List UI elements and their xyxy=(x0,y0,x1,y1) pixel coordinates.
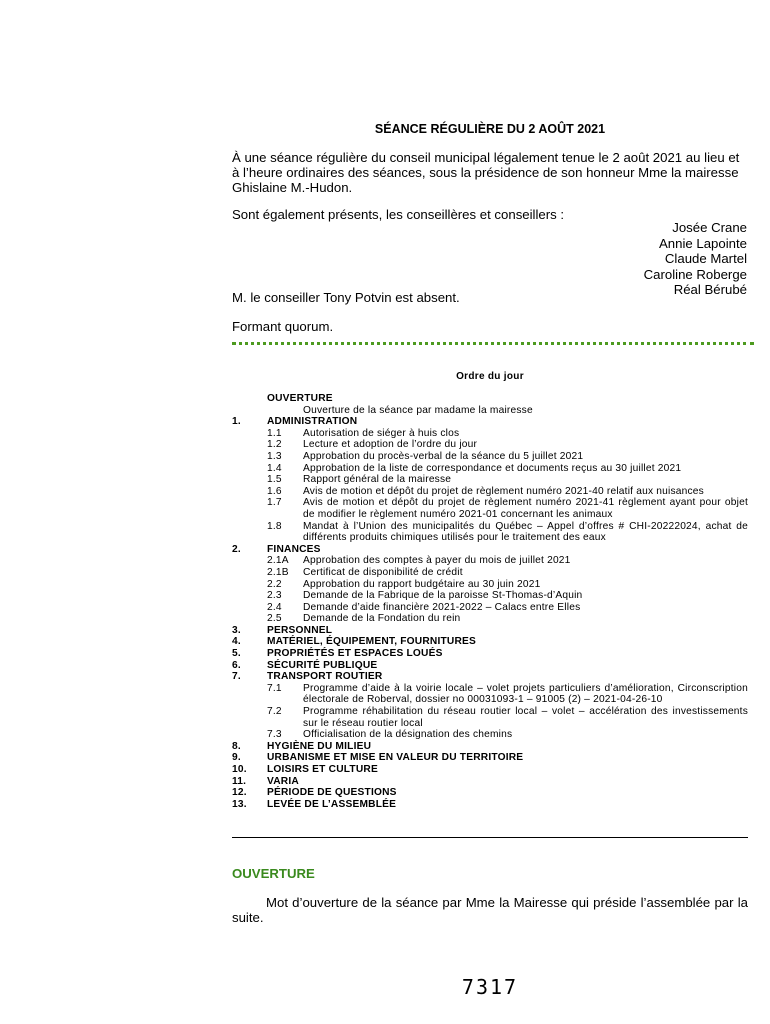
ouverture-heading: OUVERTURE xyxy=(232,866,315,881)
agenda-section-number: 7. xyxy=(232,671,241,683)
agenda-item-text: Approbation de la liste de correspondance et documents reçus au 30 juillet 2021 xyxy=(303,462,682,474)
agenda-section xyxy=(232,636,748,648)
agenda-section-label: VARIA xyxy=(267,775,299,787)
agenda-item-number: 1.5 xyxy=(267,474,282,486)
agenda-item-number: 2.1B xyxy=(267,566,289,578)
councillor-name: Réal Bérubé xyxy=(673,282,747,298)
agenda-section-number: 13. xyxy=(232,798,247,810)
agenda-item xyxy=(232,602,748,614)
agenda-item-number: 1.4 xyxy=(267,462,282,474)
agenda-item-number: 1.6 xyxy=(267,485,282,497)
agenda-item xyxy=(232,451,748,463)
agenda-item xyxy=(232,497,748,520)
councillor-name: Caroline Roberge xyxy=(643,266,747,282)
agenda-item xyxy=(232,555,748,567)
page-title: SÉANCE RÉGULIÈRE DU 2 AOÛT 2021 xyxy=(374,122,606,136)
agenda-section-number: 3. xyxy=(232,624,241,636)
presents-label: Sont également présents, les conseillères et conseillers : xyxy=(232,207,565,222)
agenda-item xyxy=(232,428,748,440)
agenda-section-label: LOISIRS ET CULTURE xyxy=(267,764,378,775)
agenda-item-number: 1.7 xyxy=(267,497,282,509)
agenda-item-number: 7.2 xyxy=(267,706,282,718)
agenda-item xyxy=(232,613,748,625)
agenda-item-text: Demande de la Fabrique de la paroisse St-Thomas-d’Aquin xyxy=(303,590,583,602)
agenda-item xyxy=(232,706,748,729)
agenda-section-number: 9. xyxy=(232,752,241,764)
agenda-section-label: TRANSPORT ROUTIER xyxy=(267,671,383,683)
agenda-section xyxy=(232,544,748,556)
agenda-item-number: 1.1 xyxy=(267,427,282,439)
agenda-section xyxy=(232,752,748,764)
agenda-section-label: ADMINISTRATION xyxy=(267,416,358,428)
agenda-item-text: Certificat de disponibilité de crédit xyxy=(303,566,463,578)
agenda-item-number: 7.3 xyxy=(267,729,282,741)
agenda-bottom-rule xyxy=(232,837,748,838)
agenda-section-number: 8. xyxy=(232,740,241,752)
agenda-item-number: 7.1 xyxy=(267,682,282,694)
agenda-item xyxy=(232,567,748,579)
agenda-item-text: Programme réhabilitation du réseau routier local – volet – accélération des investissements sur le réseau routier local xyxy=(303,706,748,729)
agenda-section xyxy=(232,764,748,776)
agenda-item-number: 2.3 xyxy=(267,590,282,602)
agenda-section-number: 2. xyxy=(232,543,241,555)
agenda-section xyxy=(232,625,748,637)
agenda-section-label: LEVÉE DE L’ASSEMBLÉE xyxy=(267,798,397,810)
agenda-opening-item: Ouverture de la séance par madame la mairesse xyxy=(303,404,533,416)
agenda-section xyxy=(232,799,748,811)
agenda-section-label: URBANISME ET MISE EN VALEUR DU TERRITOIRE xyxy=(267,752,524,764)
agenda-item-text: Lecture et adoption de l’ordre du jour xyxy=(303,439,478,451)
agenda-section xyxy=(232,741,748,753)
agenda-item-number: 2.4 xyxy=(267,601,282,613)
agenda-item-text: Approbation des comptes à payer du mois de juillet 2021 xyxy=(303,555,571,567)
agenda-item-number: 1.2 xyxy=(267,439,282,451)
agenda-item-text: Programme d’aide à la voirie locale – volet projets particuliers d’amélioration, Circonscription électorale de Roberval, dossier no 00031093-1 – 91005 (2) – 2021-04-26-10 xyxy=(303,682,748,706)
agenda-item-number: 2.2 xyxy=(267,578,282,590)
agenda-section xyxy=(232,648,748,660)
agenda-list xyxy=(232,393,748,810)
agenda-opening-label: OUVERTURE xyxy=(267,393,333,404)
agenda-item xyxy=(232,486,748,498)
agenda-item xyxy=(232,439,748,451)
agenda-section-label: SÉCURITÉ PUBLIQUE xyxy=(267,659,378,671)
agenda-item-text: Officialisation de la désignation des chemins xyxy=(303,729,513,741)
agenda-item xyxy=(232,521,748,544)
ouverture-paragraph: Mot d’ouverture de la séance par Mme la Mairesse qui préside l’assemblée par la suite. xyxy=(232,895,748,925)
agenda-section xyxy=(232,660,748,672)
councillor-name: Josée Crane xyxy=(672,220,747,235)
agenda-item-text: Avis de motion et dépôt du projet de règlement numéro 2021-40 relatif aux nuisances xyxy=(303,485,704,497)
agenda-item-text: Avis de motion et dépôt du projet de règlement numéro 2021-41 règlement ayant pour objet de modifier le règlement numéro 2021-01 concernant les animaux xyxy=(303,497,748,520)
agenda-section-number: 6. xyxy=(232,659,241,671)
councillor-name: Claude Martel xyxy=(664,251,747,267)
agenda-section-label: HYGIÈNE DU MILIEU xyxy=(267,740,372,752)
page-number: 7317 xyxy=(461,975,519,999)
agenda-item-text: Demande d’aide financière 2021-2022 – Calacs entre Elles xyxy=(303,601,581,613)
dotted-separator xyxy=(232,342,754,345)
quorum-note: Formant quorum. xyxy=(232,319,334,334)
councillor-name: Annie Lapointe xyxy=(659,235,747,251)
agenda-item-number: 1.3 xyxy=(267,450,282,462)
councillors-list xyxy=(644,220,747,298)
agenda-section-number: 10. xyxy=(232,764,247,775)
agenda-item-text: Approbation du rapport budgétaire au 30 juin 2021 xyxy=(303,578,541,590)
agenda-section-number: 1. xyxy=(232,416,241,428)
agenda-item-text: Mandat à l’Union des municipalités du Québec – Appel d’offres # CHI-20222024, achat de différents produits chimiques utilisés pour le traitement des eaux xyxy=(303,520,748,544)
agenda-item-number: 1.8 xyxy=(267,520,282,532)
agenda-section-label: PERSONNEL xyxy=(267,624,333,636)
agenda-item xyxy=(232,474,748,486)
intro-paragraph: À une séance régulière du conseil municipal légalement tenue le 2 août 2021 au lieu et à l’heure ordinaires des séances, sous la présidence de son honneur Mme la mairesse Ghislaine M.-Hudon. xyxy=(232,150,740,195)
agenda-item xyxy=(232,683,748,706)
agenda-item xyxy=(232,579,748,591)
agenda-section-label: PROPRIÉTÉS ET ESPACES LOUÉS xyxy=(267,648,443,660)
agenda-item xyxy=(232,590,748,602)
agenda-section-label: MATÉRIEL, ÉQUIPEMENT, FOURNITURES xyxy=(267,636,477,648)
agenda-item-number: 2.5 xyxy=(267,613,282,625)
agenda-item-text: Approbation du procès-verbal de la séance du 5 juillet 2021 xyxy=(303,450,584,462)
agenda-section-number: 5. xyxy=(232,648,241,660)
agenda-title: Ordre du jour xyxy=(456,371,524,382)
agenda-section xyxy=(232,671,748,683)
agenda-section-label: PÉRIODE DE QUESTIONS xyxy=(267,787,397,799)
agenda-section-label: FINANCES xyxy=(267,543,321,555)
agenda-section-number: 12. xyxy=(232,787,247,799)
agenda-section-number: 4. xyxy=(232,636,241,648)
agenda-item xyxy=(232,729,748,741)
agenda-opening xyxy=(232,393,748,405)
agenda-item-text: Rapport général de la mairesse xyxy=(303,474,452,486)
agenda-item xyxy=(232,463,748,475)
agenda-section xyxy=(232,787,748,799)
agenda-item-text: Demande de la Fondation du rein xyxy=(303,613,461,625)
absent-note: M. le conseiller Tony Potvin est absent. xyxy=(232,290,460,305)
agenda-item-number: 2.1A xyxy=(267,555,289,567)
agenda-section xyxy=(232,776,748,788)
agenda-section-number: 11. xyxy=(232,775,247,787)
agenda-item-text: Autorisation de siéger à huis clos xyxy=(303,427,460,439)
agenda-section xyxy=(232,416,748,428)
